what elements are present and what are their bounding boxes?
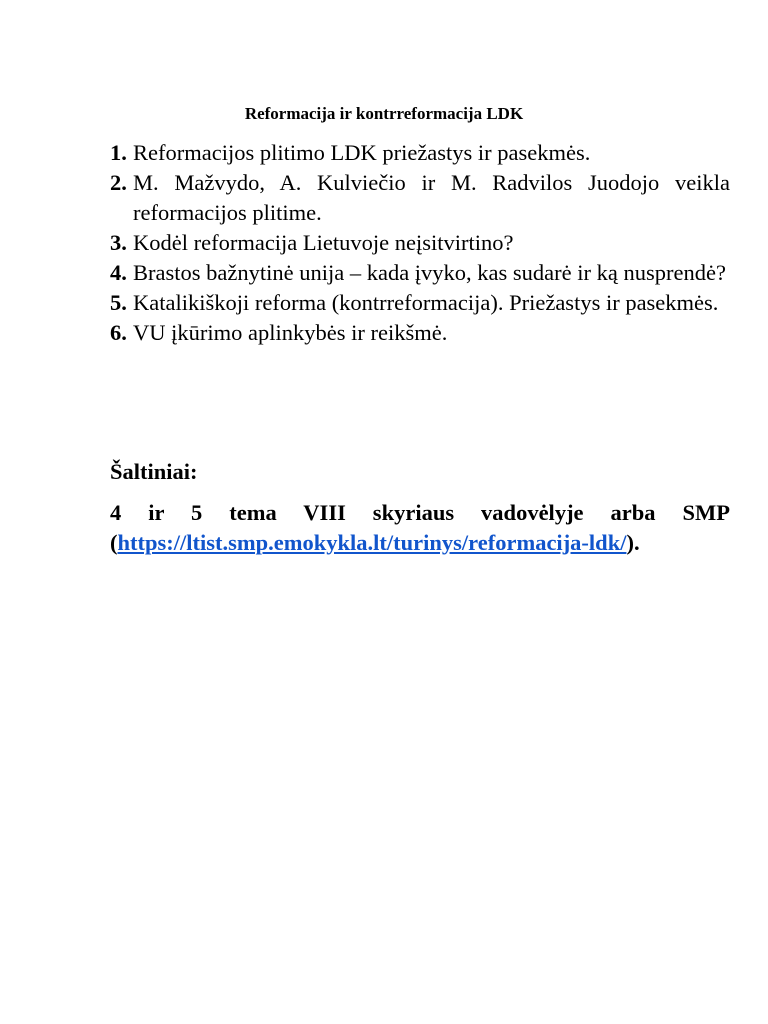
question-text: M. Mažvydo, A. Kulviečio ir M. Radvilos Juodojo veikla reformacijos plitime.: [133, 170, 730, 225]
sources-paragraph: [110, 498, 730, 558]
question-text: Kodėl reformacija Lietuvoje neįsitvirtino?: [133, 230, 514, 255]
question-number: 3.: [110, 230, 127, 255]
question-number: 6.: [110, 320, 127, 345]
question-text: Brastos bažnytinė unija – kada įvyko, kas sudarė ir ką nusprendė?: [133, 260, 726, 285]
sources-text-after: ).: [626, 530, 640, 555]
question-item-1: [110, 138, 730, 168]
question-list: [110, 138, 730, 348]
question-item-2: [110, 168, 730, 228]
question-text: VU įkūrimo aplinkybės ir reikšmė.: [133, 320, 448, 345]
question-item-6: [110, 318, 730, 348]
question-text: Katalikiškoji reforma (kontrreformacija). Priežastys ir pasekmės.: [133, 290, 719, 315]
question-item-4: [110, 258, 730, 288]
document-title: Reformacija ir kontrreformacija LDK: [244, 104, 524, 123]
sources-text-before: 4 ir 5 tema VIII skyriaus vadovėlyje arba SMP (: [110, 500, 730, 555]
question-number: 5.: [110, 290, 127, 315]
question-number: 1.: [110, 140, 127, 165]
question-number: 4.: [110, 260, 127, 285]
sources-heading: Šaltiniai:: [110, 459, 198, 484]
sources-link[interactable]: https://ltist.smp.emokykla.lt/turinys/reformacija-ldk/: [117, 530, 627, 555]
question-number: 2.: [110, 170, 127, 195]
question-text: Reformacijos plitimo LDK priežastys ir pasekmės.: [133, 140, 591, 165]
question-item-3: [110, 228, 730, 258]
question-item-5: [110, 288, 730, 318]
